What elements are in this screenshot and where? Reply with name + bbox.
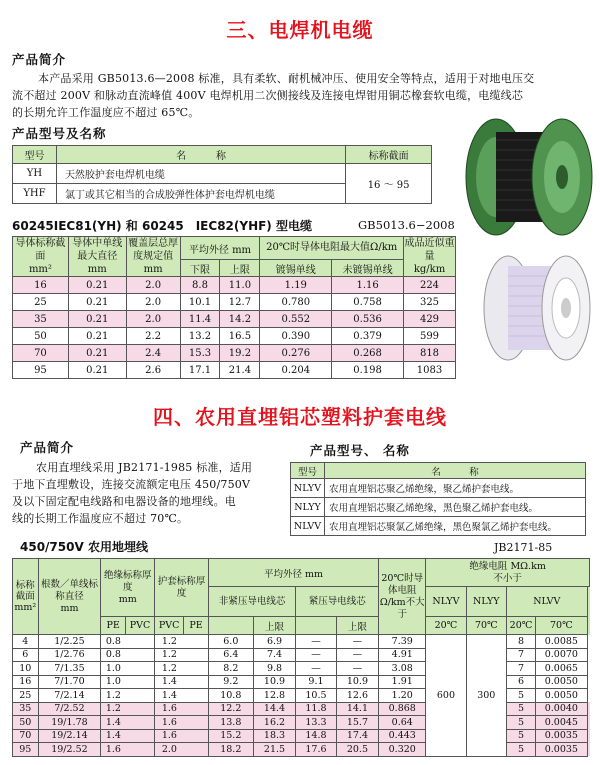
table-cell [587, 648, 589, 662]
table-cell: 6.9 [253, 635, 296, 649]
table-cell: 600 [426, 635, 466, 757]
table-cell: 1.6 [155, 702, 184, 716]
table-cell: 10.5 [296, 689, 336, 703]
table-cell: 5 [506, 743, 535, 757]
table-cell [587, 662, 589, 676]
name-col-header: 名 称 [56, 146, 345, 164]
table-cell: 19/2.52 [38, 743, 101, 757]
table-cell [184, 648, 209, 662]
table-cell: 818 [404, 345, 456, 362]
table-cell: 8 [506, 635, 535, 649]
name-cell: 农用直埋铝芯聚乙烯绝缘，黑色聚乙烯护套电线。 [325, 498, 586, 517]
table-cell: 4 [13, 635, 39, 649]
table-cell: 1.0 [101, 662, 126, 676]
table-cell: 17.1 [180, 362, 220, 379]
table-cell: 0.780 [260, 294, 332, 311]
farm-model-table [290, 462, 586, 536]
table-cell: 11.0 [220, 277, 260, 294]
table-cell: 13.3 [296, 716, 336, 730]
model-cell: NLVV [291, 517, 325, 536]
table-cell [587, 689, 589, 703]
model-col-header: 型号 [291, 463, 325, 479]
table-cell: 9.2 [208, 675, 253, 689]
table-cell: 2.0 [155, 743, 184, 757]
table-cell: — [296, 662, 336, 676]
table-row [13, 294, 456, 311]
table-cell: 0.0070 [536, 648, 588, 662]
table-cell [587, 675, 589, 689]
h-res: 20℃时导体电阻最大值Ω/km [260, 237, 404, 260]
table-cell: 16.2 [253, 716, 296, 730]
h-insres [426, 559, 590, 587]
table-cell: — [336, 648, 379, 662]
table-cell [587, 716, 589, 730]
table-cell: 0.64 [379, 716, 426, 730]
h-nlvv-20: 20℃ [506, 617, 535, 635]
table-cell: 13.2 [180, 328, 220, 345]
table-cell [125, 635, 154, 649]
table-cell: 5 [506, 689, 535, 703]
model-cell: YH [13, 164, 57, 184]
section1-intro-heading: 产品简介 [12, 52, 67, 67]
welding-spec-body [13, 277, 456, 379]
white-cable-reel-image [480, 248, 595, 368]
table-cell: 1.2 [155, 635, 184, 649]
h-section-text: 标称截面 [15, 580, 35, 602]
table-cell [125, 743, 154, 757]
table-cell: 10.1 [180, 294, 220, 311]
h-strand-unit: mm [87, 264, 107, 275]
section2-models-heading: 产品型号、 名称 [310, 443, 410, 458]
model-cell: YHF [13, 184, 57, 204]
table-cell: 0.8 [101, 635, 126, 649]
table-cell: 599 [404, 328, 456, 345]
section1-intro-line1: 本产品采用 GB5013.6—2008 标准，具有柔软、耐机械冲压、使用安全等特点，适用于对地电压交 [38, 72, 535, 85]
table-cell: 0.21 [68, 294, 126, 311]
table-cell: 5 [506, 716, 535, 730]
table-cell: 10.9 [253, 675, 296, 689]
table-cell: 1.20 [379, 689, 426, 703]
table-cell: 1083 [404, 362, 456, 379]
h-nlvv: NLVV [506, 587, 587, 617]
table-cell: 0.0040 [536, 702, 588, 716]
table-cell: 6 [506, 675, 535, 689]
table-cell: 12.7 [220, 294, 260, 311]
table-cell: 12.8 [253, 689, 296, 703]
table-cell: 7/1.35 [38, 662, 101, 676]
table-cell: 7 [506, 648, 535, 662]
table-cell: — [296, 635, 336, 649]
table-cell: 7.4 [253, 648, 296, 662]
table-cell: 1.2 [101, 702, 126, 716]
h-strands [38, 559, 101, 635]
table-cell: 19/1.78 [38, 716, 101, 730]
table-cell: 7 [506, 662, 535, 676]
table-cell: 2.0 [126, 277, 180, 294]
table-cell: 0.21 [68, 311, 126, 328]
table-cell: 0.0045 [536, 716, 588, 730]
section1-title: 三、电焊机电缆 [226, 18, 374, 42]
h-od-high: 上限 [220, 260, 260, 277]
section2-intro-heading: 产品简介 [20, 440, 75, 455]
table-cell [587, 743, 589, 757]
table-cell: 3.08 [379, 662, 426, 676]
table-cell: 2.6 [126, 362, 180, 379]
table-cell: 10.8 [208, 689, 253, 703]
h-nlyv-20: 20℃ [426, 617, 466, 635]
table-cell: 0.8 [101, 648, 126, 662]
table-cell [184, 729, 209, 743]
section-col-header: 标称截面 [346, 146, 432, 164]
h-od: 平均外径 mm [180, 237, 260, 260]
h-comp: 紧压导电线芯 [296, 587, 379, 617]
section1-intro-line3: 的长期允许工作温度应不超过 65℃。 [12, 106, 200, 119]
table-cell: 11.8 [296, 702, 336, 716]
table-cell: 21.4 [220, 362, 260, 379]
table-cell: 11.4 [180, 311, 220, 328]
table-cell: 10.9 [336, 675, 379, 689]
table-cell [125, 675, 154, 689]
table-cell: 0.552 [260, 311, 332, 328]
table-cell: 429 [404, 311, 456, 328]
table-cell: 18.2 [208, 743, 253, 757]
table-cell: 0.0050 [536, 675, 588, 689]
h-ins-unit: mm [118, 593, 137, 605]
h-res: 20℃时导体电阻Ω/km不大于 [379, 559, 426, 635]
table-cell: 0.390 [260, 328, 332, 345]
h-nlyy-70: 70℃ [466, 617, 506, 635]
section1-models-heading: 产品型号及名称 [12, 126, 107, 141]
table-cell [184, 635, 209, 649]
table-cell: 1.16 [332, 277, 404, 294]
table-cell [587, 729, 589, 743]
table-cell: 4.91 [379, 648, 426, 662]
table-cell [587, 635, 589, 649]
table-cell: 1/2.76 [38, 648, 101, 662]
table-cell: 2.4 [126, 345, 180, 362]
h-weight-text: 成品近似重量 [404, 238, 455, 262]
table-cell: 9.1 [296, 675, 336, 689]
welding-model-table [12, 145, 432, 204]
h-strands-text: 根数／单线标称直径 [40, 578, 98, 602]
table-cell [184, 675, 209, 689]
section2-intro-line4: 线的长期工作温度应不超过 70℃。 [12, 512, 189, 525]
h-noncomp-high: 上限 [253, 617, 296, 635]
table-cell: 1/2.25 [38, 635, 101, 649]
table-cell: 25 [13, 294, 69, 311]
farm-spec-table [12, 558, 590, 757]
section1-spec-title: 60245IEC81(YH) 和 60245 IEC82(YHF) 型电缆 [12, 219, 312, 233]
table-cell: 2.0 [126, 311, 180, 328]
name-col-header: 名 称 [325, 463, 586, 479]
h-res-tin: 镀锡单线 [260, 260, 332, 277]
table-cell: 16 [13, 675, 39, 689]
table-cell: 12.6 [336, 689, 379, 703]
h-comp-high: 上限 [336, 617, 379, 635]
h-weight [404, 237, 456, 277]
name-cell: 农用直埋铝芯聚乙烯绝缘，聚乙烯护套电线。 [325, 479, 586, 498]
table-row [13, 345, 456, 362]
table-cell: 1.6 [101, 743, 126, 757]
table-cell: 0.320 [379, 743, 426, 757]
h-section [13, 559, 39, 635]
table-cell: 2.0 [126, 294, 180, 311]
table-cell: 1.91 [379, 675, 426, 689]
table-cell: 20.5 [336, 743, 379, 757]
table-cell [587, 702, 589, 716]
table-cell: 0.204 [260, 362, 332, 379]
table-cell: 1.0 [101, 675, 126, 689]
table-cell: 95 [13, 743, 39, 757]
table-cell: 70 [13, 729, 39, 743]
table-cell: 1.4 [101, 729, 126, 743]
h-ins-pe: PE [101, 617, 126, 635]
table-row [13, 328, 456, 345]
section1-spec-standard: GB5013.6−2008 [358, 218, 455, 232]
h-ins-pvc: PVC [125, 617, 154, 635]
table-cell: 7.39 [379, 635, 426, 649]
table-cell [125, 729, 154, 743]
section1-intro-line2: 流不超过 200V 和脉动直流峰值 400V 电焊机用二次侧接线及连接电焊钳用铜芯橡套软电缆，电缆线芯 [12, 89, 524, 102]
table-cell: 7/1.70 [38, 675, 101, 689]
table-cell [125, 716, 154, 730]
table-cell: 1.4 [155, 689, 184, 703]
table-cell: 25 [13, 689, 39, 703]
h-section-unit: mm² [28, 264, 52, 275]
table-cell: 0.0085 [536, 635, 588, 649]
table-cell: 15.2 [208, 729, 253, 743]
h-pad [587, 587, 589, 617]
section2-spec-standard: JB2171-85 [494, 541, 553, 554]
table-cell: 1.4 [155, 675, 184, 689]
name-cell: 天然胶护套电焊机电缆 [56, 164, 345, 184]
table-cell: 0.268 [332, 345, 404, 362]
table-cell: 50 [13, 328, 69, 345]
table-cell: 6 [13, 648, 39, 662]
table-cell: 0.21 [68, 277, 126, 294]
h-strand-text: 导体中单线最大直径 [72, 238, 123, 262]
table-cell: 0.758 [332, 294, 404, 311]
h-sheath-pvc: PVC [155, 617, 184, 635]
table-cell: 2.2 [126, 328, 180, 345]
table-cell: 0.276 [260, 345, 332, 362]
table-cell: 0.0035 [536, 729, 588, 743]
h-sheath: 护套标称厚度 [155, 559, 209, 617]
table-cell: 35 [13, 702, 39, 716]
table-cell: 224 [404, 277, 456, 294]
section2-spec-title: 450/750V 农用地埋线 [20, 540, 148, 554]
h-strand [68, 237, 126, 277]
table-cell: 15.7 [336, 716, 379, 730]
table-cell: 14.1 [336, 702, 379, 716]
h-strands-unit: mm [60, 602, 79, 614]
table-cell: 9.8 [253, 662, 296, 676]
h-noncomp: 非紧压导电线芯 [208, 587, 295, 617]
table-cell: 8.8 [180, 277, 220, 294]
table-cell: 5 [506, 702, 535, 716]
table-cell: 1.2 [101, 689, 126, 703]
table-cell: 10 [13, 662, 39, 676]
table-cell: 14.2 [220, 311, 260, 328]
table-cell: 19.2 [220, 345, 260, 362]
table-cell: 1.2 [155, 662, 184, 676]
table-cell: 16.5 [220, 328, 260, 345]
table-cell [125, 689, 154, 703]
table-row [13, 362, 456, 379]
table-cell: 0.0035 [536, 743, 588, 757]
section-range-cell: 16 ～ 95 [346, 164, 432, 204]
table-cell [184, 716, 209, 730]
h-cover: 覆盖层总厚度规定值 mm [128, 238, 179, 275]
section2-title: 四、农用直埋铝芯塑料护套电线 [153, 405, 447, 429]
model-cell: NLYV [291, 479, 325, 498]
farm-spec-body [13, 635, 590, 757]
h-nlvv-70: 70℃ [536, 617, 588, 635]
table-cell [184, 743, 209, 757]
table-cell [184, 662, 209, 676]
h-insres-text: 绝缘电阻 MΩ.km [469, 560, 546, 572]
table-cell: 5 [506, 729, 535, 743]
table-row [13, 635, 590, 649]
h-res-notin: 未镀锡单线 [332, 260, 404, 277]
table-cell: 15.3 [180, 345, 220, 362]
section2-intro-line1: 农用直埋线采用 JB2171-1985 标准，适用 [36, 461, 253, 474]
table-cell: 6.0 [208, 635, 253, 649]
table-cell: 1.6 [155, 729, 184, 743]
h-od-low: 下限 [180, 260, 220, 277]
h-section [13, 237, 69, 277]
name-cell: 农用直埋铝芯聚氯乙烯绝缘，黑色聚氯乙烯护套电线。 [325, 517, 586, 536]
h-insres-text2: 不小于 [493, 572, 522, 584]
table-cell: 18.3 [253, 729, 296, 743]
h-section-text: 导体标称截面 [15, 238, 66, 262]
h-nlyy: NLYY [466, 587, 506, 617]
black-cable-reel-image [460, 110, 595, 245]
table-cell [184, 702, 209, 716]
table-row [13, 311, 456, 328]
table-cell: 0.443 [379, 729, 426, 743]
section2-intro-line3: 及以下固定配电线路和电器设备的地埋线。电 [12, 495, 236, 508]
table-cell: 19/2.14 [38, 729, 101, 743]
h-section-unit: mm² [14, 602, 37, 613]
table-cell [184, 689, 209, 703]
table-cell [125, 702, 154, 716]
table-cell: 300 [466, 635, 506, 757]
table-cell: 14.4 [253, 702, 296, 716]
table-cell: 325 [404, 294, 456, 311]
table-cell: 16 [13, 277, 69, 294]
table-cell: 1.4 [101, 716, 126, 730]
table-cell: 7/2.52 [38, 702, 101, 716]
table-cell: 12.2 [208, 702, 253, 716]
h-weight-unit: kg/km [413, 264, 446, 275]
table-cell: 13.8 [208, 716, 253, 730]
table-cell: — [336, 662, 379, 676]
model-col-header: 型号 [13, 146, 57, 164]
h-ins-text: 绝缘标称厚度 [103, 569, 152, 593]
h-noncomp-low [208, 617, 253, 635]
table-cell: 1.6 [155, 716, 184, 730]
table-cell: 0.379 [332, 328, 404, 345]
table-row [13, 277, 456, 294]
table-cell: 1.19 [260, 277, 332, 294]
section2-intro-line2: 于地下直埋敷设，连接交流额定电压 450/750V [12, 478, 251, 491]
table-cell: 35 [13, 311, 69, 328]
h-ins [101, 559, 155, 617]
table-cell: 17.6 [296, 743, 336, 757]
h-comp-low [296, 617, 336, 635]
h-sheath-pe: PE [184, 617, 209, 635]
table-cell [125, 662, 154, 676]
table-cell: — [336, 635, 379, 649]
table-cell: 0.0065 [536, 662, 588, 676]
table-cell: 6.4 [208, 648, 253, 662]
name-cell: 氯丁或其它相当的合成胶弹性体护套电焊机电缆 [56, 184, 345, 204]
table-cell [125, 648, 154, 662]
table-cell: 0.21 [68, 362, 126, 379]
table-cell: 0.198 [332, 362, 404, 379]
table-cell: 0.21 [68, 328, 126, 345]
table-cell: 50 [13, 716, 39, 730]
table-cell: 95 [13, 362, 69, 379]
table-cell: 21.5 [253, 743, 296, 757]
table-cell: 0.536 [332, 311, 404, 328]
h-od: 平均外径 mm [208, 559, 378, 587]
table-cell: 8.2 [208, 662, 253, 676]
welding-spec-table [12, 236, 456, 379]
model-cell: NLYY [291, 498, 325, 517]
table-cell: 70 [13, 345, 69, 362]
table-cell: 17.4 [336, 729, 379, 743]
h-pad2 [587, 617, 589, 635]
table-cell: — [296, 648, 336, 662]
table-cell: 0.0050 [536, 689, 588, 703]
table-cell: 7/2.14 [38, 689, 101, 703]
h-nlyv: NLYV [426, 587, 466, 617]
table-cell: 0.868 [379, 702, 426, 716]
table-cell: 14.8 [296, 729, 336, 743]
table-cell: 1.2 [155, 648, 184, 662]
table-cell: 0.21 [68, 345, 126, 362]
